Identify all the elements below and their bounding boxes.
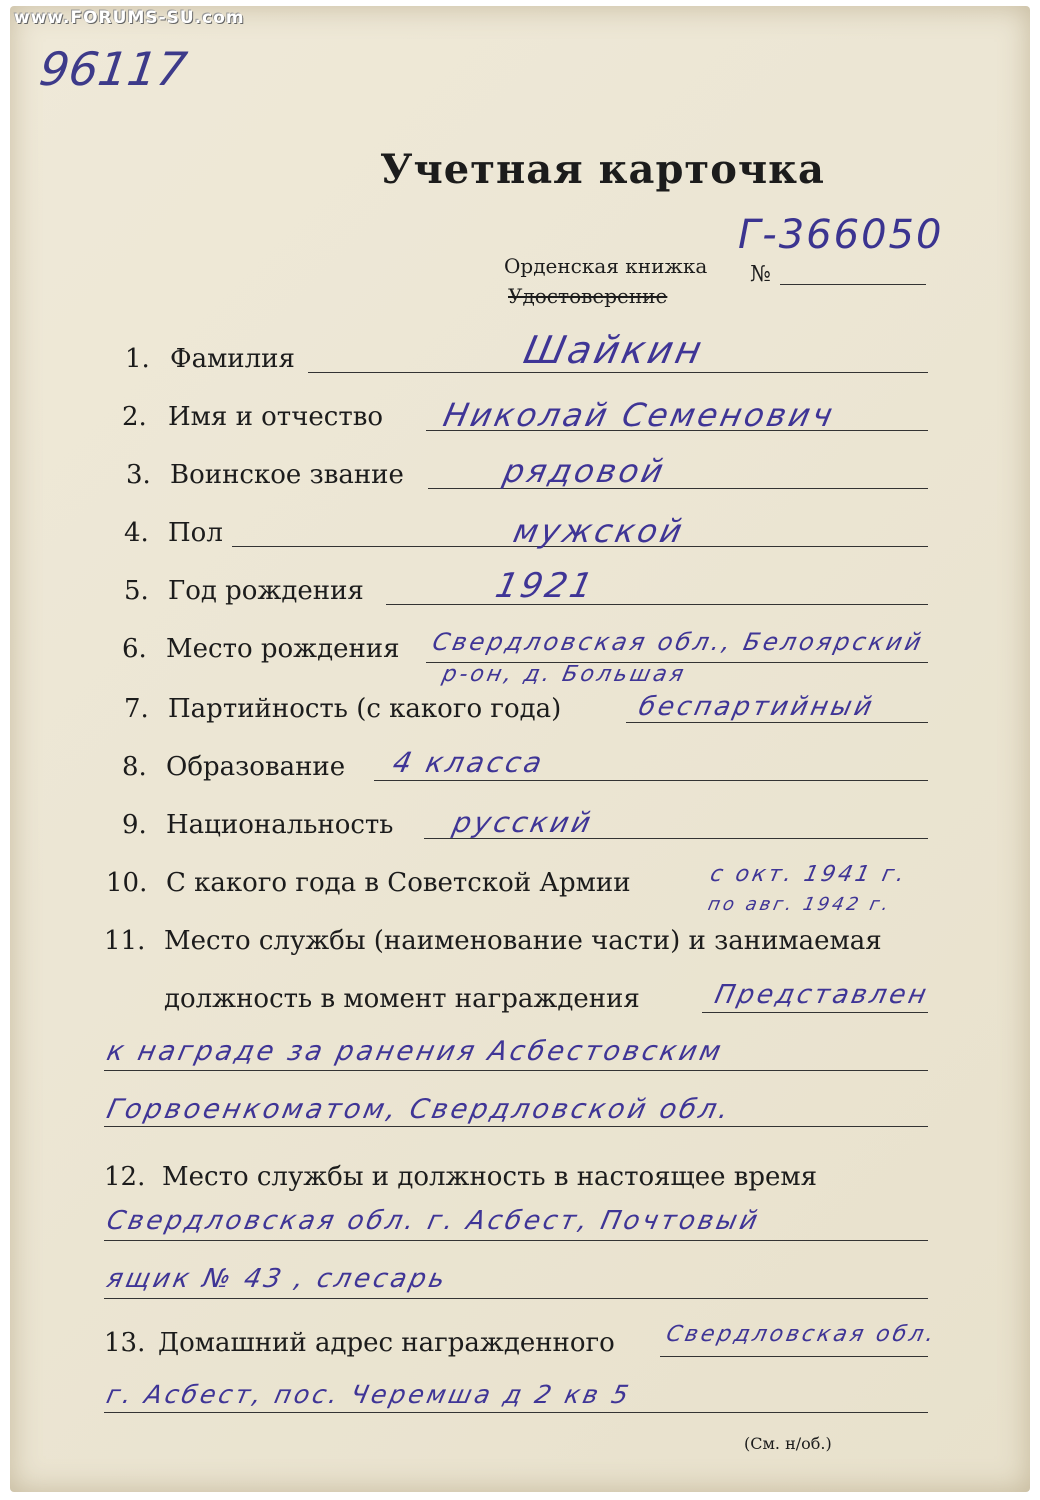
number-underline <box>780 284 926 285</box>
field-12-number: 12. <box>104 1162 146 1192</box>
field-3-number: 3. <box>126 460 151 490</box>
field-12-underline-2 <box>104 1298 928 1299</box>
field-1-number: 1. <box>125 344 150 374</box>
field-10-number: 10. <box>106 868 148 898</box>
page-title: Учетная карточка <box>380 146 825 193</box>
field-13-value: Свердловская обл. <box>664 1322 940 1347</box>
field-1-underline <box>308 372 928 373</box>
field-9-value: русский <box>450 806 597 839</box>
field-7-label: Партийность (с какого года) <box>168 694 562 724</box>
certificate-label-struck: Удостоверение <box>508 284 668 308</box>
field-9-label: Национальность <box>166 810 394 840</box>
field-2-label: Имя и отчество <box>168 402 384 432</box>
field-10-value: с окт. 1941 г. <box>708 862 910 887</box>
archive-number: 96117 <box>36 42 191 96</box>
field-11-value-line2: к награде за ранения Асбестовским <box>104 1036 727 1067</box>
field-8-number: 8. <box>122 752 147 782</box>
field-13-underline <box>660 1356 928 1357</box>
field-1-label: Фамилия <box>170 344 295 374</box>
field-7-underline <box>626 722 928 723</box>
field-10-label: С какого года в Советской Армии <box>166 868 631 898</box>
field-13-value-line2: г. Асбест, пос. Черемша д 2 кв 5 <box>104 1380 634 1409</box>
field-13-underline-2 <box>104 1412 928 1413</box>
field-7-value: беспартийный <box>636 692 878 722</box>
field-9-number: 9. <box>122 810 147 840</box>
field-2-number: 2. <box>122 402 147 432</box>
field-11-underline-3 <box>104 1126 928 1127</box>
field-5-label: Год рождения <box>168 576 364 606</box>
field-11-number: 11. <box>104 926 146 956</box>
field-11-value: Представлен <box>712 980 932 1010</box>
field-4-number: 4. <box>124 518 149 548</box>
field-12-value-line2: ящик № 43 , слесарь <box>104 1264 451 1294</box>
field-13-number: 13. <box>104 1328 146 1358</box>
field-3-value: рядовой <box>500 452 670 490</box>
field-11-underline-2 <box>104 1070 928 1071</box>
field-7-number: 7. <box>124 694 149 724</box>
field-6-label: Место рождения <box>166 634 400 664</box>
field-11-value-line3: Горвоенкоматом, Свердловской обл. <box>104 1094 735 1125</box>
field-10-value-line2: по авг. 1942 г. <box>706 894 894 915</box>
field-1-value: Шайкин <box>520 328 709 372</box>
field-13-label: Домашний адрес награжденного <box>158 1328 615 1358</box>
field-8-label: Образование <box>166 752 346 782</box>
order-book-label: Орденская книжка <box>504 254 708 278</box>
field-12-underline <box>104 1240 928 1241</box>
order-book-number: Г-366050 <box>738 212 944 258</box>
number-sign: № <box>750 262 771 287</box>
field-11-label-line2: должность в момент награждения <box>164 984 640 1014</box>
field-2-value: Николай Семенович <box>440 396 839 434</box>
field-5-underline <box>386 604 928 605</box>
field-3-label: Воинское звание <box>170 460 404 490</box>
field-12-value: Свердловская обл. г. Асбест, Почтовый <box>104 1206 764 1236</box>
field-8-underline <box>374 780 928 781</box>
field-5-number: 5. <box>124 576 149 606</box>
field-11-underline <box>702 1012 928 1013</box>
field-11-label: Место службы (наименование части) и занимаемая <box>164 926 882 956</box>
watermark: www.FORUMS-SU.com <box>14 8 245 28</box>
field-4-label: Пол <box>168 518 223 548</box>
field-6-value-line2: р-он, д. Большая <box>440 662 689 687</box>
field-4-value: мужской <box>510 512 689 550</box>
field-6-value: Свердловская обл., Белоярский <box>430 628 927 656</box>
field-12-label: Место службы и должность в настоящее время <box>162 1162 818 1192</box>
field-6-number: 6. <box>122 634 147 664</box>
field-5-value: 1921 <box>492 566 600 606</box>
field-8-value: 4 класса <box>390 746 548 779</box>
footer-note: (См. н/об.) <box>744 1434 832 1453</box>
